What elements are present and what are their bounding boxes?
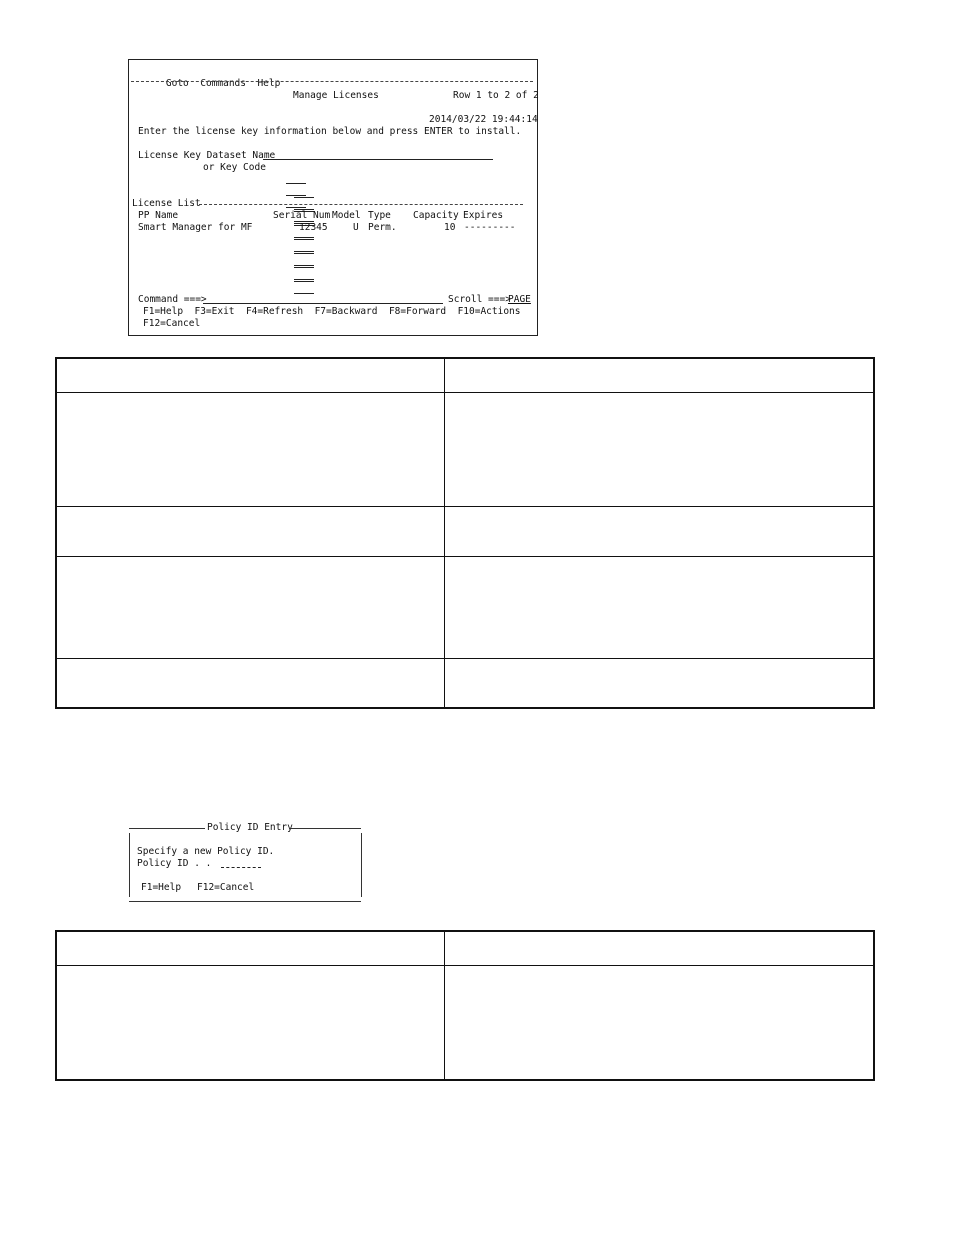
table-row [56,392,874,506]
col-pp-name: PP Name [138,210,179,221]
popup-f1-help[interactable]: F1=Help [141,882,182,893]
cell-pp-name: Smart Manager for MF [138,222,253,233]
license-terminal-screen [128,59,538,336]
table-row [56,965,874,1080]
cell-serial: 12345 [299,222,328,233]
row-info: Row 1 to 2 of 2 [453,90,539,101]
keycode-label: or Key Code [203,162,266,173]
policy-id-input[interactable] [221,858,261,872]
scroll-input[interactable]: PAGE [508,294,531,305]
popup-top-border-left [129,828,205,829]
menu-bar [143,66,280,102]
popup-left-border [129,833,130,897]
scroll-label: Scroll ===> [448,294,511,305]
col-type: Type [368,210,391,221]
table-header-row [56,931,874,965]
col-model: Model [332,210,361,221]
table-cell [56,358,445,392]
table-cell [56,556,445,658]
dataset-label: License Key Dataset Name [138,150,276,161]
col-serial: Serial Num [273,210,331,221]
col-capacity: Capacity [413,210,459,221]
table-cell [56,392,445,506]
table-cell [56,658,445,708]
policy-id-label: Policy ID . . [137,858,212,869]
screen-title: Manage Licenses [293,90,379,101]
timestamp: 2014/03/22 19:44:14 [429,114,538,125]
menu-goto[interactable]: Goto [165,78,189,89]
key-code-field[interactable] [294,242,314,252]
popup-instruction: Specify a new Policy ID. [137,846,275,857]
table-row [56,556,874,658]
license-list-divider [199,204,523,205]
key-code-field[interactable] [294,270,314,280]
menu-divider [131,81,533,82]
cell-expires: --------- [464,222,516,233]
key-code-field[interactable] [294,256,314,266]
popup-f12-cancel[interactable]: F12=Cancel [197,882,255,893]
cell-model: U [353,222,359,233]
description-table-2 [55,930,875,1081]
popup-bottom-border [129,901,361,902]
policy-id-entry-popup [127,821,365,905]
table-cell [445,392,875,506]
table-row [56,658,874,708]
popup-title: Policy ID Entry [207,822,293,833]
col-expires: Expires [463,210,504,221]
table-cell [445,965,875,1080]
description-table-1 [55,357,875,709]
license-list-label: License List [132,198,201,209]
popup-right-border [361,833,362,897]
key-code-field[interactable] [294,284,314,294]
table-cell [56,506,445,556]
table-cell [445,658,875,708]
command-label: Command ===> [138,294,207,305]
cell-capacity: 10 [444,222,456,233]
popup-top-border-right [289,828,361,829]
table-cell [445,931,875,965]
function-keys-line1[interactable]: F1=Help F3=Exit F4=Refresh F7=Backward F8=Forward F10=Actions [143,306,521,317]
key-code-field[interactable] [286,198,306,208]
instruction-text: Enter the license key information below and press ENTER to install. [138,126,522,137]
table-cell [445,358,875,392]
table-row [56,506,874,556]
cell-type: Perm. [368,222,397,233]
menu-help[interactable]: Help [257,78,281,89]
table-cell [445,556,875,658]
table-cell [445,506,875,556]
function-keys-line2[interactable]: F12=Cancel [143,318,201,329]
menu-commands[interactable]: Commands [200,78,246,89]
table-header-row [56,358,874,392]
table-cell [56,965,445,1080]
table-cell [56,931,445,965]
